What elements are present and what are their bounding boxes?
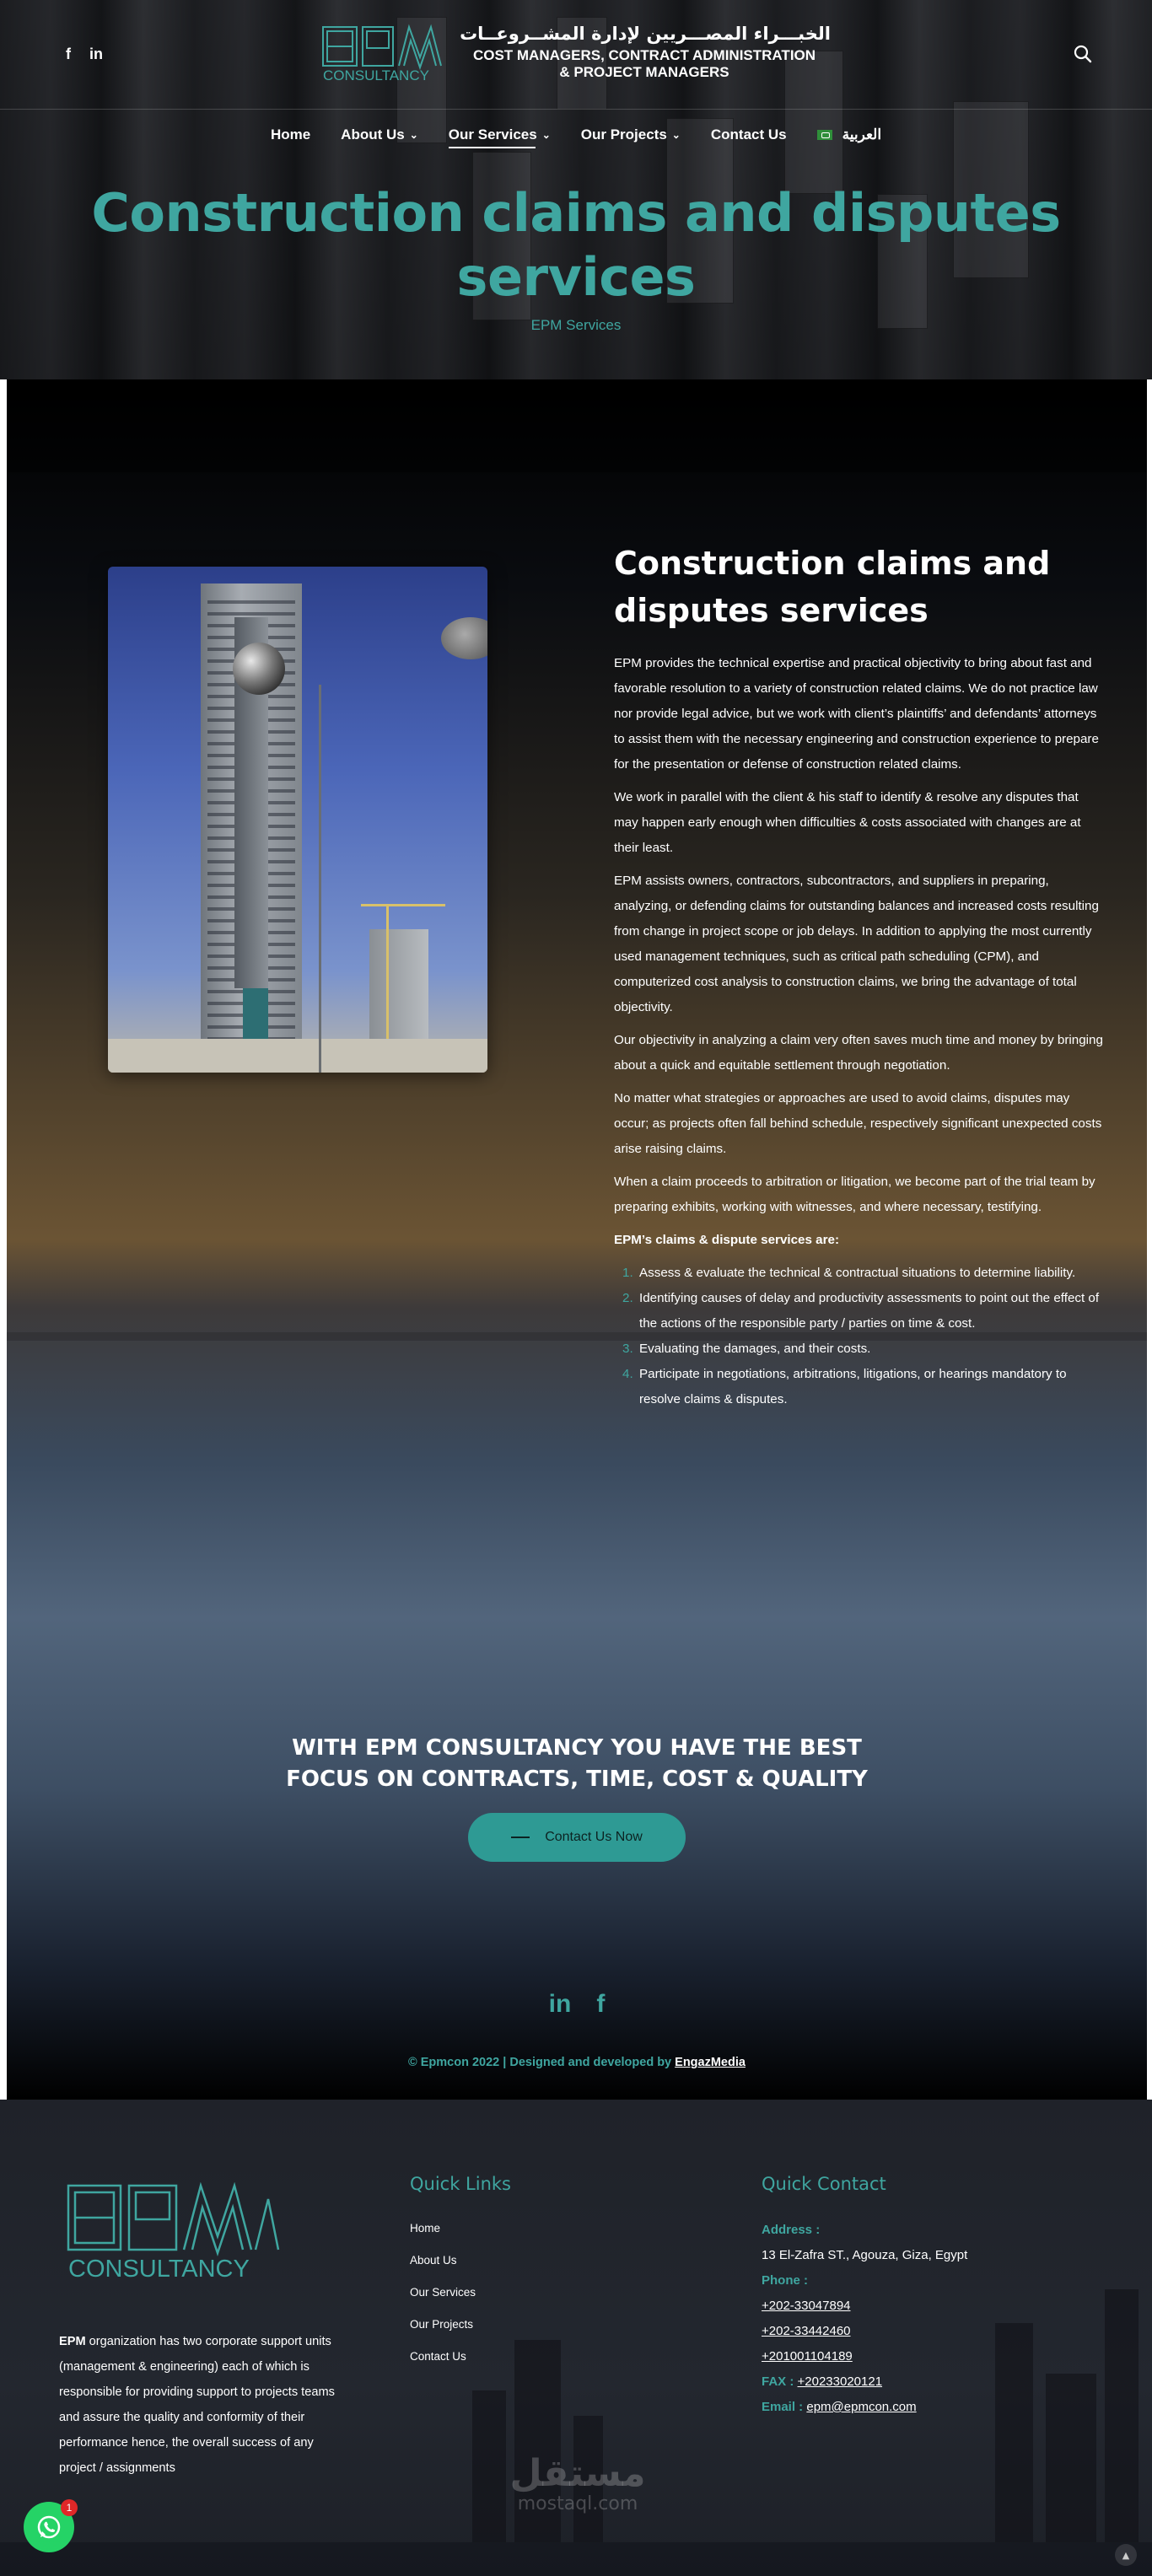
email-link[interactable]: epm@epmcon.com bbox=[806, 2400, 917, 2414]
chevron-down-icon: ⌄ bbox=[671, 129, 681, 141]
flag-icon bbox=[817, 130, 832, 140]
nav-contact-label: Contact Us bbox=[710, 126, 787, 143]
phone-link[interactable]: +202-33047894 bbox=[762, 2299, 851, 2313]
engazmedia-link[interactable]: EngazMedia bbox=[675, 2056, 746, 2069]
nav-arabic-language[interactable] bbox=[817, 126, 881, 148]
list-number: 4. bbox=[622, 1367, 633, 1381]
quick-link-about[interactable]: About Us bbox=[410, 2254, 457, 2267]
fax-link[interactable]: +20233020121 bbox=[797, 2374, 883, 2389]
email-label: Email : bbox=[762, 2400, 804, 2414]
quick-link-services[interactable]: Our Services bbox=[410, 2286, 476, 2299]
english-company-name bbox=[462, 47, 826, 81]
skyline-building bbox=[1046, 2374, 1096, 2542]
footer-logo-sub: CONSULTANCY bbox=[68, 2256, 250, 2282]
paragraph: We work in parallel with the client & his staff to identify & resolve any disputes that may happen early enough when difficulties & costs associated with changes are at their least. bbox=[614, 790, 1081, 855]
footer-about-bold: EPM bbox=[59, 2335, 86, 2348]
address-value: 13 El-Zafra ST., Agouza, Giza, Egypt bbox=[762, 2248, 968, 2262]
photo-crane-arm bbox=[361, 904, 445, 906]
list-item bbox=[614, 1362, 1103, 1412]
quick-contact bbox=[762, 2218, 967, 2420]
main-nav bbox=[0, 126, 1152, 148]
main-content bbox=[7, 379, 1147, 2100]
section-heading-line2: disputes services bbox=[614, 592, 929, 629]
nav-arabic-label: العربية bbox=[842, 126, 882, 143]
cta-heading bbox=[7, 1733, 1147, 1795]
top-bar bbox=[0, 0, 1152, 110]
mostaql-watermark bbox=[506, 2454, 649, 2514]
quick-contact-heading: Quick Contact bbox=[762, 2174, 886, 2194]
section-heading bbox=[614, 540, 1120, 634]
skyline-building bbox=[472, 2390, 506, 2542]
header-social bbox=[66, 46, 103, 63]
nav-home[interactable] bbox=[271, 126, 310, 148]
services-list-title: EPM’s claims & dispute services are: bbox=[614, 1233, 840, 1247]
nav-projects-label: Our Projects bbox=[580, 126, 667, 143]
quick-link-projects[interactable]: Our Projects bbox=[410, 2318, 474, 2331]
phone-link[interactable]: +202-33442460 bbox=[762, 2324, 851, 2338]
quick-links bbox=[410, 2222, 476, 2382]
list-text: Participate in negotiations, arbitrations, litigations, or hearings mandatory to resolve claims & disputes. bbox=[639, 1367, 1067, 1406]
photo-lamp-post bbox=[319, 685, 321, 1073]
footer-epm-logo[interactable] bbox=[66, 2182, 281, 2282]
paragraph: No matter what strategies or approaches are used to avoid claims, disputes may occur; as projects often fall behind schedule, respectively significant unexpected costs arise raising claims. bbox=[614, 1091, 1102, 1156]
scroll-to-top-button[interactable]: ▲ bbox=[1115, 2544, 1137, 2566]
watermark-english: mostaql.com bbox=[517, 2493, 638, 2514]
photo-street-lamp bbox=[441, 617, 487, 659]
nav-contact-us[interactable] bbox=[711, 126, 787, 148]
contact-us-now-button[interactable] bbox=[468, 1813, 686, 1862]
watermark-arabic: مستقل bbox=[509, 2452, 646, 2495]
section-heading-line1: Construction claims and bbox=[614, 545, 1051, 582]
english-title-line2: & PROJECT MANAGERS bbox=[559, 64, 729, 80]
list-number: 1. bbox=[622, 1266, 633, 1280]
nav-services-label: Our Services bbox=[448, 126, 537, 143]
quick-link-contact[interactable]: Contact Us bbox=[410, 2350, 466, 2363]
paragraph: EPM assists owners, contractors, subcontractors, and suppliers in preparing, analyzing, or defending claims for outstanding balances and increased costs resulting from change in project scope or job delays. In addition to applying the most currently used management techniques, such as critical path scheduling (CPM), and computerized cost analysis to construction claims, we bring the advantage of total objectivity. bbox=[614, 874, 1099, 1014]
service-description bbox=[614, 651, 1103, 1412]
skyline-building bbox=[995, 2323, 1033, 2542]
building-photo bbox=[108, 567, 487, 1073]
footer-about-text: organization has two corporate support units (management & engineering) each of which is responsible for providing support to projects teams and assure the quality and conformity of their performance hence, the overall success of any project / assignments bbox=[59, 2335, 335, 2475]
fax-label: FAX : bbox=[762, 2374, 794, 2389]
breadcrumb[interactable]: EPM Services bbox=[530, 317, 622, 333]
list-text: Evaluating the damages, and their costs. bbox=[639, 1342, 871, 1356]
address-label: Address : bbox=[762, 2223, 821, 2237]
logo-sub-text: CONSULTANCY bbox=[323, 67, 429, 83]
list-text: Identifying causes of delay and productivity assessments to point out the effect of the actions of the responsible party / parties on time & cost. bbox=[639, 1291, 1100, 1331]
nav-about-label: About Us bbox=[341, 126, 405, 143]
copyright bbox=[7, 2056, 1147, 2069]
services-list bbox=[614, 1261, 1103, 1412]
linkedin-icon[interactable]: in bbox=[89, 46, 103, 62]
background-haze bbox=[7, 379, 1147, 472]
list-item bbox=[614, 1286, 1103, 1336]
page-title-line2: services bbox=[456, 246, 696, 308]
search-icon[interactable] bbox=[1073, 44, 1093, 64]
chevron-down-icon: ⌄ bbox=[409, 129, 418, 141]
facebook-icon[interactable]: f bbox=[66, 46, 71, 62]
nav-our-projects[interactable] bbox=[581, 126, 681, 148]
nav-home-label: Home bbox=[270, 126, 311, 143]
footer-ground bbox=[0, 2542, 1152, 2576]
nav-about-us[interactable] bbox=[341, 126, 418, 148]
photo-ground bbox=[108, 1039, 487, 1073]
notification-badge: 1 bbox=[61, 2499, 78, 2516]
list-number: 3. bbox=[622, 1342, 633, 1356]
dash-icon bbox=[511, 1837, 530, 1838]
quick-links-heading: Quick Links bbox=[410, 2174, 512, 2194]
list-text: Assess & evaluate the technical & contractual situations to determine liability. bbox=[639, 1266, 1076, 1280]
list-item bbox=[614, 1336, 1103, 1362]
paragraph: When a claim proceeds to arbitration or litigation, we become part of the trial team by preparing exhibits, working with witnesses, and where necessary, testifying. bbox=[614, 1175, 1095, 1214]
list-number: 2. bbox=[622, 1291, 633, 1305]
site-social-links bbox=[7, 1990, 1147, 2019]
facebook-icon[interactable]: f bbox=[596, 1990, 606, 2018]
footer-about bbox=[59, 2329, 337, 2481]
nav-our-services[interactable] bbox=[449, 126, 551, 148]
cta-heading-line2: FOCUS ON CONTRACTS, TIME, COST & QUALITY bbox=[286, 1767, 868, 1792]
english-title-line1: COST MANAGERS, CONTRACT ADMINISTRATION bbox=[472, 47, 816, 63]
copyright-text: © Epmcon 2022 | Designed and developed by bbox=[408, 2056, 676, 2069]
hero-section bbox=[0, 0, 1152, 379]
fax-row bbox=[762, 2369, 967, 2395]
cta-heading-line1: WITH EPM CONSULTANCY YOU HAVE THE BEST bbox=[292, 1735, 862, 1761]
chevron-down-icon: ⌄ bbox=[541, 129, 551, 141]
whatsapp-icon bbox=[35, 2513, 63, 2541]
photo-sphere bbox=[233, 643, 285, 695]
phone-link[interactable]: +201001104189 bbox=[762, 2349, 853, 2364]
skyline-building bbox=[1105, 2289, 1139, 2542]
paragraph: Our objectivity in analyzing a claim very often saves much time and money by bringing about a quick and equitable settlement through negotiation. bbox=[614, 1033, 1103, 1073]
page-title bbox=[0, 181, 1152, 309]
contact-us-now-label: Contact Us Now bbox=[545, 1830, 643, 1844]
quick-link-home[interactable]: Home bbox=[410, 2222, 441, 2235]
list-item bbox=[614, 1261, 1103, 1286]
linkedin-icon[interactable]: in bbox=[548, 1990, 572, 2018]
page-title-line1: Construction claims and disputes bbox=[91, 182, 1061, 244]
phone-label: Phone : bbox=[762, 2273, 808, 2288]
paragraph: EPM provides the technical expertise and practical objectivity to bring about fast and favorable resolution to a variety of construction related claims. We do not practice law nor provide legal advice, but we work with client’s plaintiffs’ and defendants’ attorneys to assist them with the necessary engineering and construction experience to prepare for the presentation or defense of construction related claims. bbox=[614, 656, 1099, 772]
arabic-company-name: الخبـــراء المصـــريين لإدارة المشــروعــات bbox=[460, 24, 831, 44]
email-row bbox=[762, 2395, 967, 2420]
